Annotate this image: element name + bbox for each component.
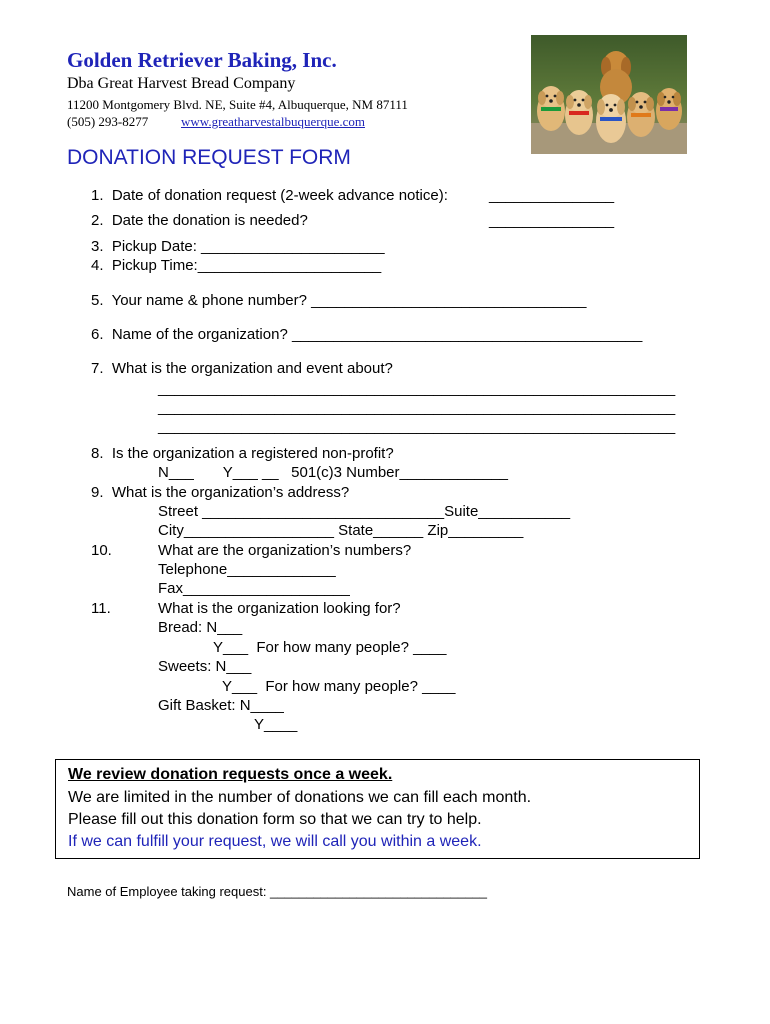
- q7-organization-about: 7. What is the organization and event about?: [91, 360, 393, 377]
- q6-organization-name[interactable]: 6. Name of the organization? __________________________________________: [91, 326, 643, 343]
- q8-answers[interactable]: N___ Y___ __ 501(c)3 Number_____________: [158, 464, 508, 481]
- q9-address: 9. What is the organization’s address?: [91, 484, 350, 501]
- golden-retriever-puppies-photo-icon: [531, 35, 687, 154]
- notice-line-1: We are limited in the number of donations we can fill each month.: [68, 789, 532, 806]
- website-link[interactable]: www.greatharvestalbuquerque.com: [181, 114, 365, 129]
- form-title: DONATION REQUEST FORM: [67, 146, 351, 169]
- q11-sweets-no[interactable]: Sweets: N___: [158, 658, 252, 675]
- q11-gift-basket-no[interactable]: Gift Basket: N____: [158, 697, 284, 714]
- notice-line-3: If we can fulfill your request, we will call you within a week.: [68, 833, 482, 850]
- q4-pickup-time[interactable]: 4. Pickup Time:______________________: [91, 257, 382, 274]
- q11-bread-yes[interactable]: Y___ For how many people? ____: [213, 639, 447, 656]
- q7-answer-line-1[interactable]: ______________________________________________________________: [158, 380, 676, 397]
- company-address: 11200 Montgomery Blvd. NE, Suite #4, Albuquerque, NM 87111: [67, 97, 408, 112]
- q1-label: 1. Date of donation request (2-week advance notice):: [91, 187, 448, 204]
- dba-name: Dba Great Harvest Bread Company: [67, 75, 296, 92]
- q11-bread-no[interactable]: Bread: N___: [158, 619, 243, 636]
- puppies-photo: [531, 35, 687, 154]
- notice-line-2: Please fill out this donation form so that we can try to help.: [68, 811, 482, 828]
- q2-label: 2. Date the donation is needed?: [91, 212, 308, 229]
- q10-numbers: What are the organization’s numbers?: [158, 542, 412, 559]
- q5-name-phone[interactable]: 5. Your name & phone number? _________________________________: [91, 292, 587, 309]
- q9-city[interactable]: City__________________ State______ Zip_________: [158, 522, 524, 539]
- notice-box: [55, 759, 700, 859]
- q1-blank[interactable]: _______________: [489, 187, 615, 204]
- q10-number: 10.: [91, 542, 112, 559]
- company-name: Golden Retriever Baking, Inc.: [67, 48, 337, 72]
- q2-blank[interactable]: _______________: [489, 212, 615, 229]
- company-phone: (505) 293-8277: [67, 114, 149, 129]
- q7-answer-line-2[interactable]: ______________________________________________________________: [158, 399, 676, 416]
- notice-heading: We review donation requests once a week.: [68, 766, 393, 783]
- q7-answer-line-3[interactable]: ______________________________________________________________: [158, 418, 676, 435]
- q10-telephone[interactable]: Telephone_____________: [158, 561, 336, 578]
- q11-number: 11.: [91, 600, 111, 617]
- q9-street[interactable]: Street _____________________________Suite___________: [158, 503, 571, 520]
- q3-pickup-date[interactable]: 3. Pickup Date: ______________________: [91, 238, 385, 255]
- q11-looking-for: What is the organization looking for?: [158, 600, 401, 617]
- employee-name-field[interactable]: Name of Employee taking request: ______________________________: [67, 884, 487, 899]
- q11-sweets-yes[interactable]: Y___ For how many people? ____: [222, 678, 456, 695]
- q8-nonprofit: 8. Is the organization a registered non-profit?: [91, 445, 394, 462]
- q10-fax[interactable]: Fax____________________: [158, 580, 350, 597]
- q11-gift-basket-yes[interactable]: Y____: [254, 716, 298, 733]
